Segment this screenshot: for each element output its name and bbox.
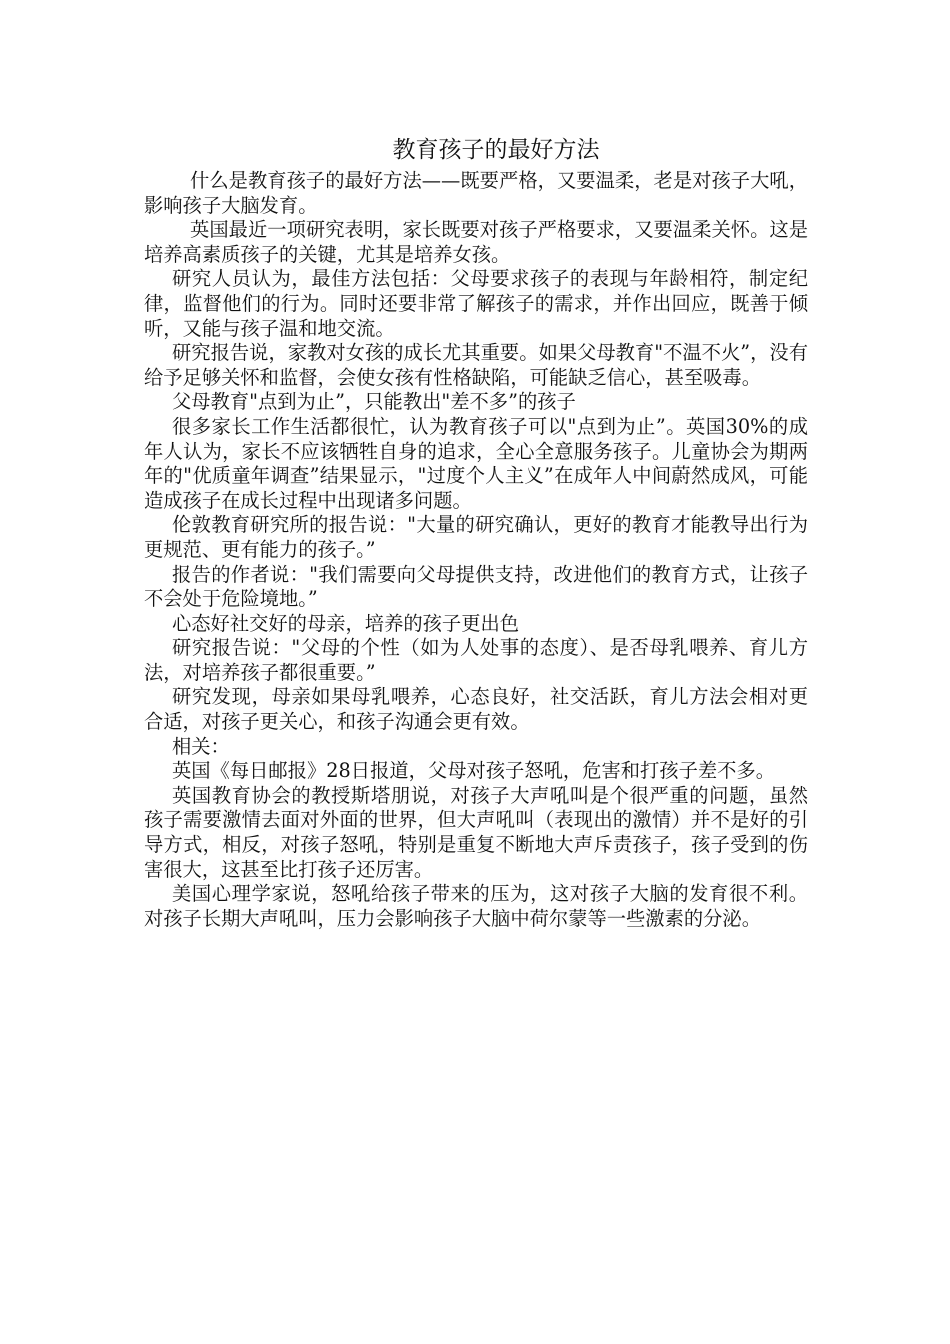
paragraph-girls-importance: 研究报告说，家教对女孩的成长尤其重要。如果父母教育"不温不火”，没有给予足够关怀和监督，会使女孩有性格缺陷，可能缺乏信心，甚至吸毒。 bbox=[144, 341, 808, 389]
paragraph-daily-mail: 英国《每日邮报》28日报道，父母对孩子怒吼，危害和打孩子差不多。 bbox=[172, 759, 775, 783]
paragraph-research-summary: 英国最近一项研究表明，家长既要对孩子严格要求，又要温柔关怀。这是培养高素质孩子的关键，尤其是培养女孩。 bbox=[144, 218, 808, 266]
document-page bbox=[144, 132, 808, 931]
paragraph-professor-statement: 英国教育协会的教授斯塔朋说，对孩子大声吼叫是个很严重的问题，虽然孩子需要激情去面对外面的世界，但大声吼叫（表现出的激情）并不是好的引导方式，相反，对孩子怒吼，特别是重复不断地大声斥责孩子，孩子受到的伤害很大，这甚至比打孩子还厉害。 bbox=[144, 783, 808, 881]
paragraph-intro: 什么是教育孩子的最好方法——既要严格，又要温柔，老是对孩子大吼，影响孩子大脑发育。 bbox=[144, 169, 808, 217]
document-title: 教育孩子的最好方法 bbox=[392, 137, 600, 163]
paragraph-breastfeeding-findings: 研究发现，母亲如果母乳喂养，心态良好，社交活跃，育儿方法会相对更合适，对孩子更关心，和孩子沟通会更有效。 bbox=[144, 685, 808, 734]
paragraph-best-methods: 研究人员认为，最佳方法包括：父母要求孩子的表现与年龄相符，制定纪律，监督他们的行为。同时还要非常了解孩子的需求，并作出回应，既善于倾听，又能与孩子温和地交流。 bbox=[144, 267, 808, 340]
paragraph-report-author: 报告的作者说："我们需要向父母提供支持，改进他们的教育方式，让孩子不会处于危险境地。” bbox=[144, 562, 808, 611]
paragraph-busy-parents: 很多家长工作生活都很忙，认为教育孩子可以"点到为止”。英国30%的成年人认为，家长不应该牺牲自身的追求，全心全意服务孩子。儿童协会为期两年的"优质童年调查”结果显示，"过度个人主义”在成年人中间蔚然成风，可能造成孩子在成长过程中出现诸多问题。 bbox=[144, 414, 808, 512]
paragraph-psychologist: 美国心理学家说，怒吼给孩子带来的压为，这对孩子大脑的发育很不利。对孩子长期大声吼叫，压力会影响孩子大脑中荷尔蒙等一些激素的分泌。 bbox=[144, 882, 808, 930]
paragraph-subheading-minimal-parenting: 父母教育"点到为止”，只能教出"差不多”的孩子 bbox=[172, 390, 576, 414]
paragraph-london-institute: 伦敦教育研究所的报告说："大量的研究确认，更好的教育才能教导出行为更规范、更有能力的孩子。” bbox=[144, 513, 808, 561]
paragraph-parent-personality: 研究报告说："父母的个性（如为人处事的态度）、是否母乳喂养、育儿方法，对培养孩子都很重要。” bbox=[144, 636, 808, 684]
paragraph-subheading-mothers: 心态好社交好的母亲，培养的孩子更出色 bbox=[172, 611, 520, 635]
paragraph-related-label: 相关： bbox=[172, 734, 230, 758]
